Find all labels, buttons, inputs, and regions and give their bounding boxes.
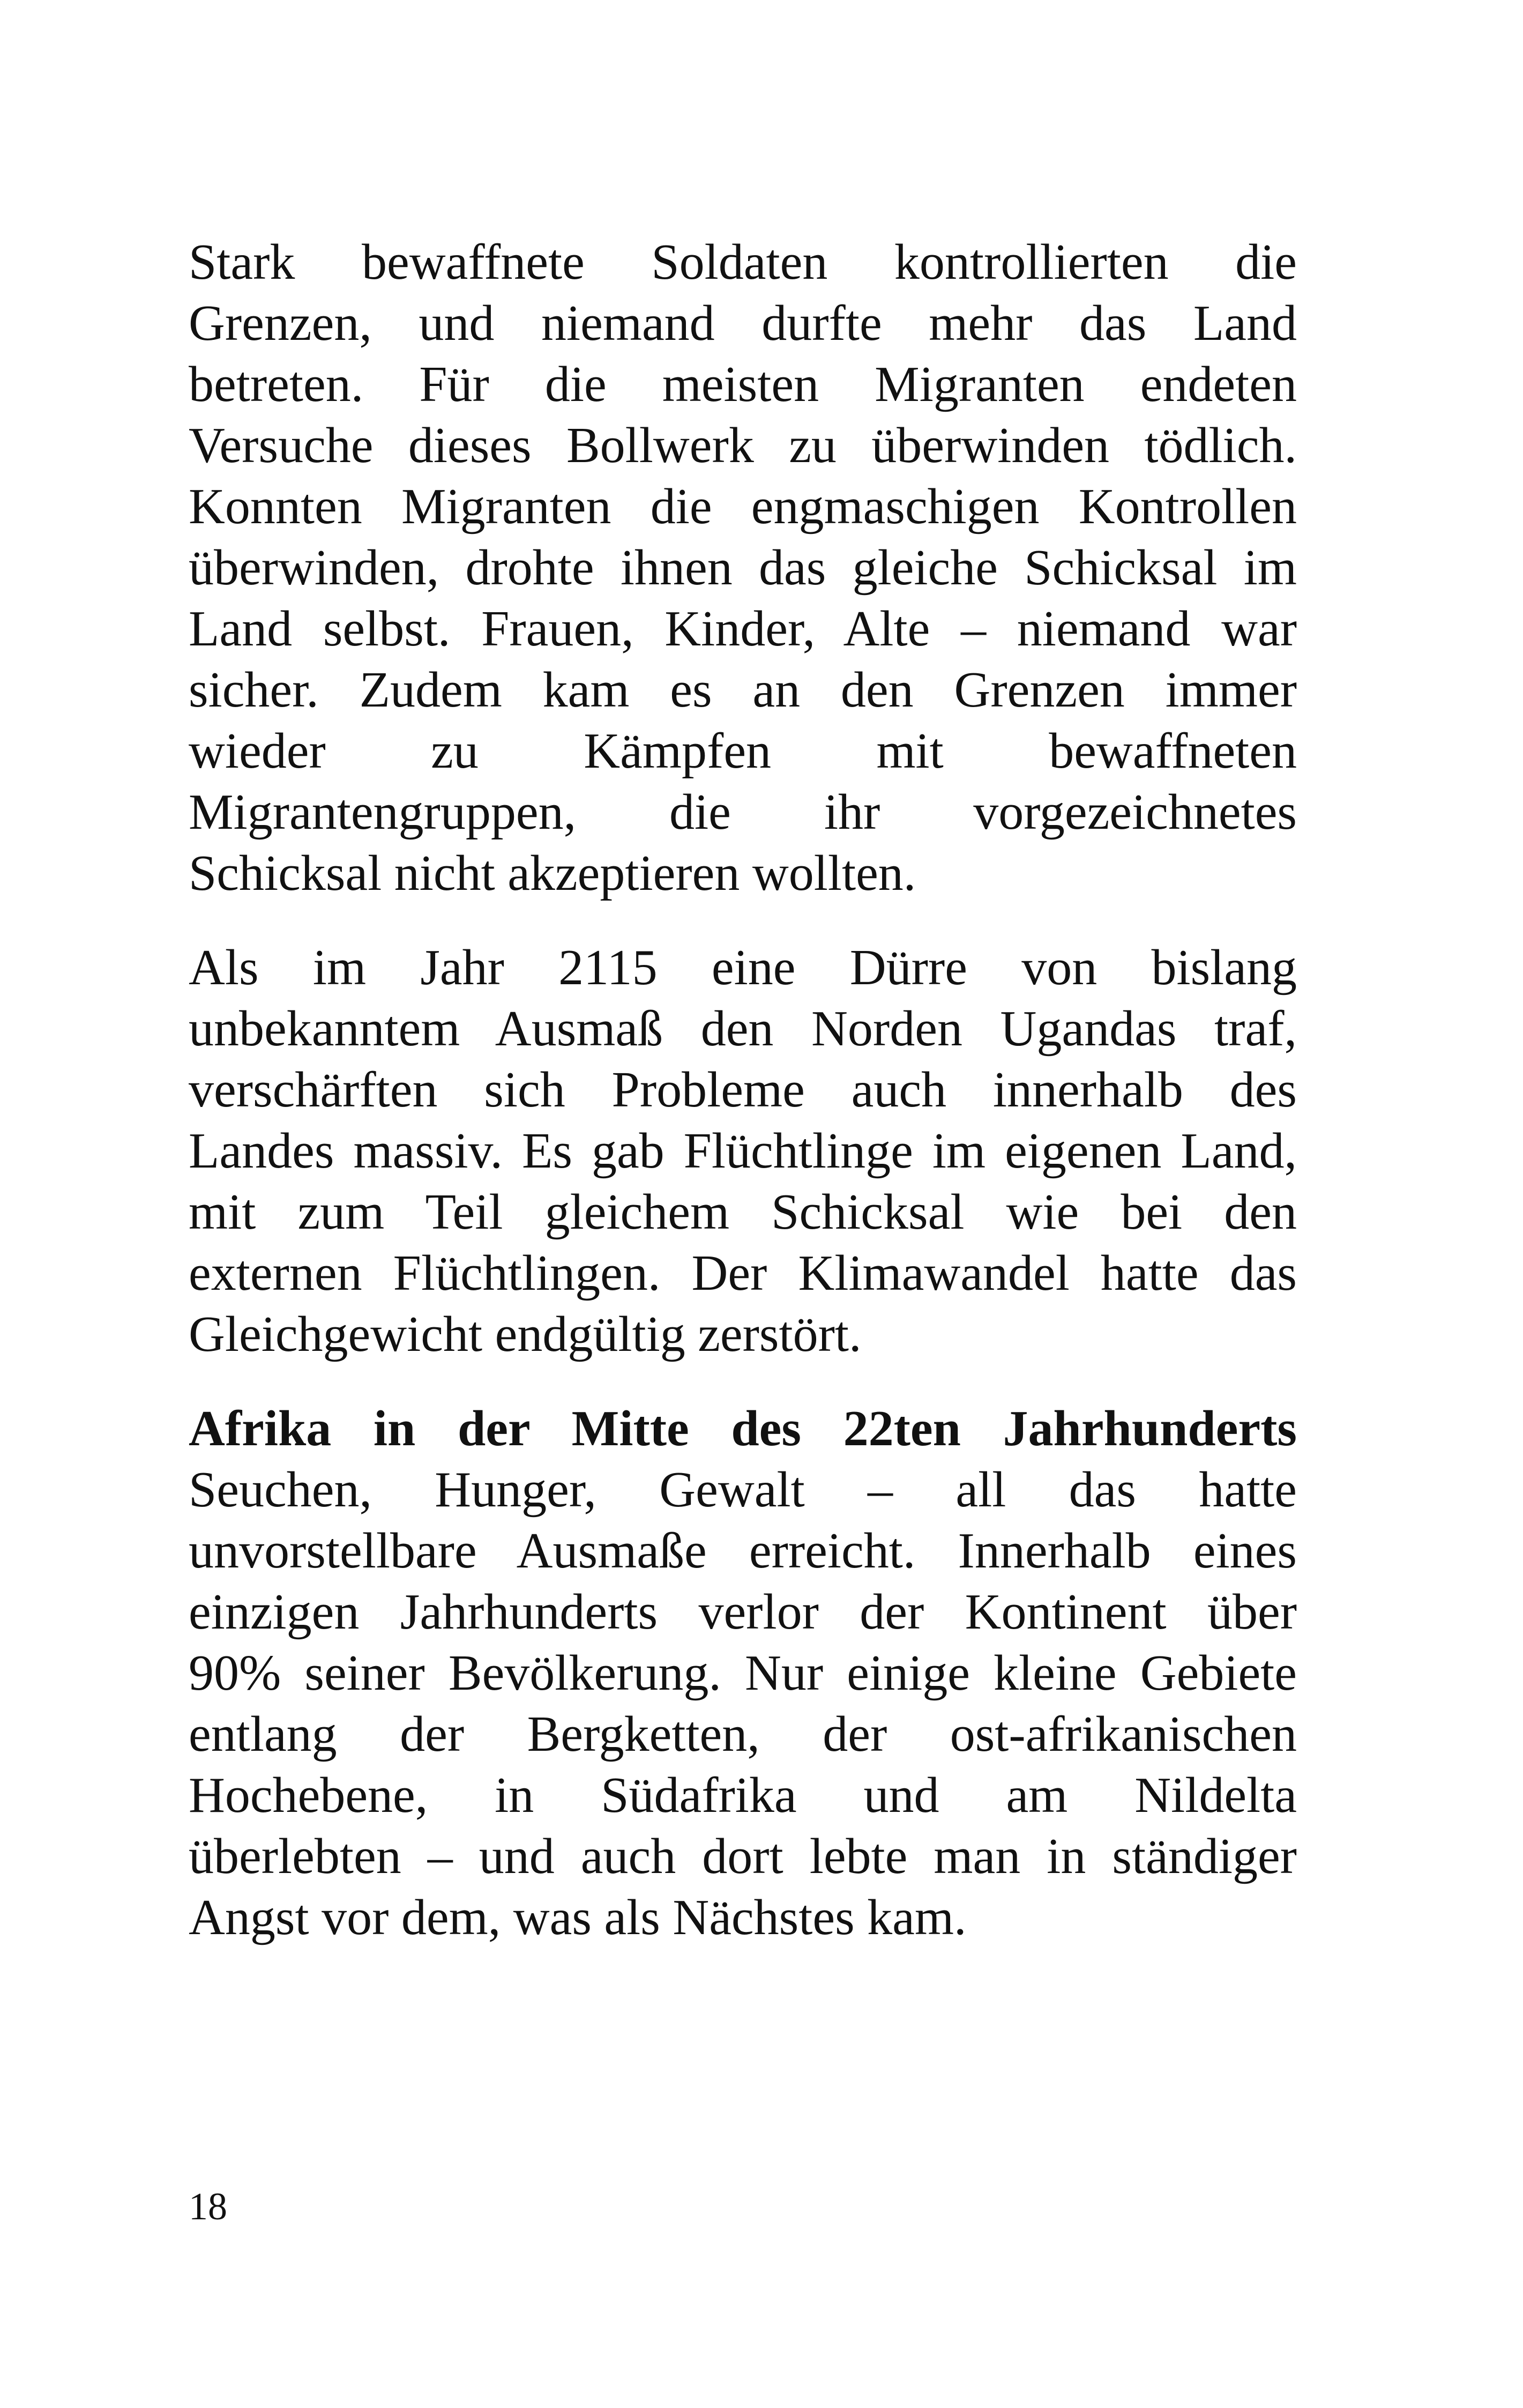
text-line: externen Flüchtlingen. Der Klimawandel hatte das — [189, 1245, 1297, 1301]
text-line: Gleichgewicht endgültig zerstört. — [189, 1306, 862, 1362]
text-line: Als im Jahr 2115 eine Dürre von bislang — [189, 940, 1297, 995]
text-line: überlebten – und auch dort lebte man in ständiger — [189, 1829, 1297, 1884]
paragraph-1 — [189, 232, 1297, 904]
paragraph-2 — [189, 937, 1297, 1365]
text-line: überwinden, drohte ihnen das gleiche Schicksal im — [189, 540, 1297, 596]
paragraph-3 — [189, 1398, 1297, 1948]
text-line: Migrantengruppen, die ihr vorgezeichnetes — [189, 784, 1297, 840]
text-line: Land selbst. Frauen, Kinder, Alte – niemand war — [189, 601, 1297, 657]
text-line: unvorstellbare Ausmaße erreicht. Innerhalb eines — [189, 1523, 1297, 1579]
text-line: Stark bewaffnete Soldaten kontrollierten die — [189, 234, 1297, 290]
text-line: betreten. Für die meisten Migranten endeten — [189, 356, 1297, 412]
page-number: 18 — [189, 2185, 227, 2228]
text-line: unbekanntem Ausmaß den Norden Ugandas traf, — [189, 1001, 1297, 1057]
text-line: Versuche dieses Bollwerk zu überwinden tödlich. — [189, 418, 1297, 473]
text-line: sicher. Zudem kam es an den Grenzen immer — [189, 662, 1297, 718]
text-line: Schicksal nicht akzeptieren wollten. — [189, 845, 916, 901]
text-line: Konnten Migranten die engmaschigen Kontrollen — [189, 479, 1297, 534]
text-line: 90% seiner Bevölkerung. Nur einige kleine Gebiete — [189, 1645, 1297, 1701]
text-line: wieder zu Kämpfen mit bewaffneten — [189, 723, 1297, 779]
body-text — [189, 232, 1297, 1981]
text-line: Grenzen, und niemand durfte mehr das Land — [189, 295, 1297, 351]
text-line: Hochebene, in Südafrika und am Nildelta — [189, 1767, 1297, 1823]
section-heading: Afrika in der Mitte des 22ten Jahrhunderts — [189, 1401, 1297, 1456]
text-line: verschärften sich Probleme auch innerhalb des — [189, 1062, 1297, 1118]
text-line: Seuchen, Hunger, Gewalt – all das hatte — [189, 1462, 1297, 1518]
text-line: Angst vor dem, was als Nächstes kam. — [189, 1890, 967, 1945]
text-line: einzigen Jahrhunderts verlor der Kontinent über — [189, 1584, 1297, 1640]
text-line: Landes massiv. Es gab Flüchtlinge im eigenen Land, — [189, 1123, 1297, 1179]
text-line: entlang der Bergketten, der ost-afrikanischen — [189, 1706, 1297, 1762]
text-line: mit zum Teil gleichem Schicksal wie bei den — [189, 1184, 1297, 1240]
